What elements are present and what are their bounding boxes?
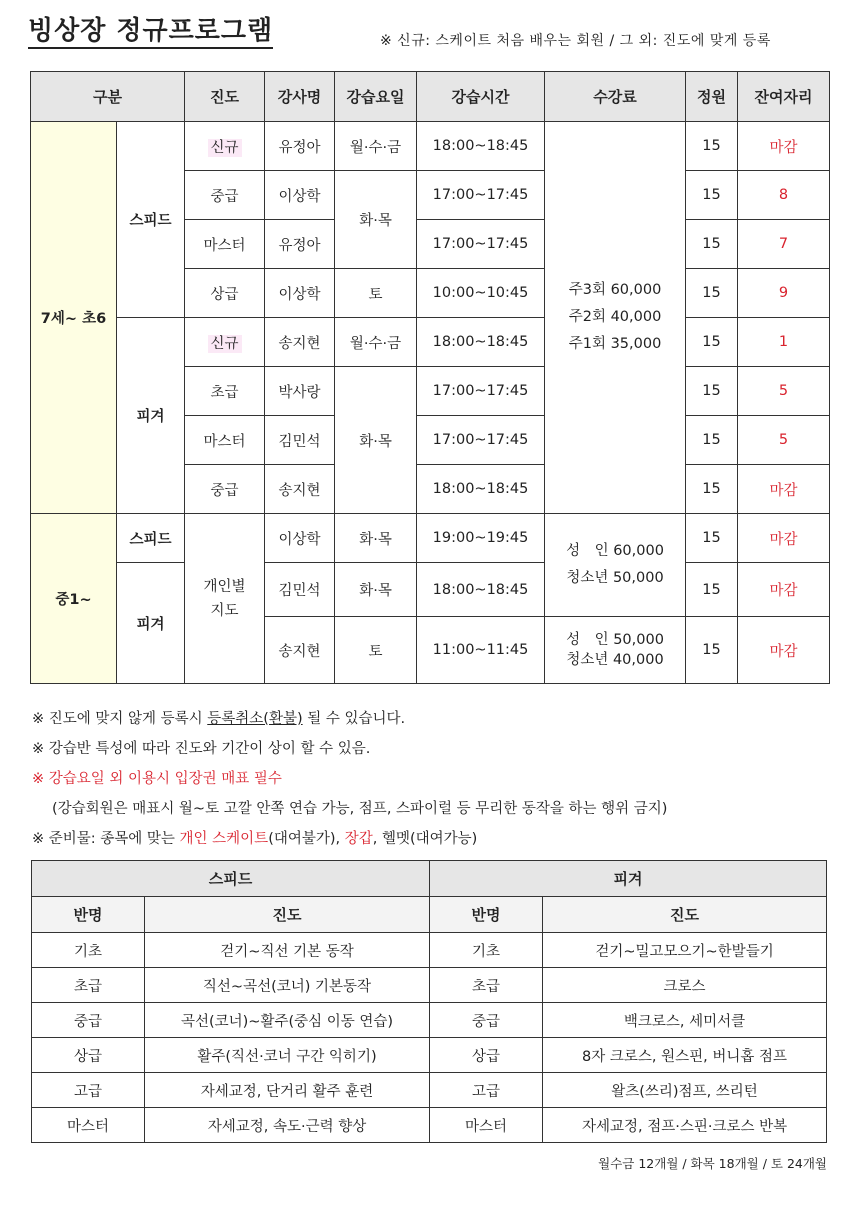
table-row — [31, 563, 830, 617]
instructor-cell: 송지현 — [265, 318, 335, 367]
days-cell: 화·목 — [335, 514, 417, 563]
level-cell-individual — [185, 514, 265, 684]
instructor-cell: 유정아 — [265, 122, 335, 171]
speed-progress-cell: 자세교정, 단거리 활주 훈련 — [145, 1073, 430, 1108]
speed-progress-cell: 자세교정, 속도·근력 향상 — [145, 1108, 430, 1143]
table-row — [31, 318, 830, 367]
header-days: 강습요일 — [335, 72, 417, 122]
program-header-row — [32, 897, 827, 933]
time-cell: 18:00~18:45 — [417, 318, 545, 367]
header-category: 구분 — [31, 72, 185, 122]
days-cell: 토 — [335, 617, 417, 684]
age-group-child: 7세~ 초6 — [31, 122, 117, 514]
schedule-header-row — [31, 72, 830, 122]
note-practice: (강습회원은 매표시 월~토 고깔 안쪽 연습 가능, 점프, 스파이럴 등 무리한 동작을 하는 행위 금지) — [52, 801, 668, 817]
time-cell: 17:00~17:45 — [417, 416, 545, 465]
instructor-cell: 박사랑 — [265, 367, 335, 416]
age-group-teen: 중1~ — [31, 514, 117, 684]
note-red: 장갑 — [344, 831, 373, 847]
remaining-cell: 1 — [738, 318, 830, 367]
note-period: ※ 강습반 특성에 따라 진도와 기간이 상이 할 수 있음. — [32, 741, 371, 757]
header-class: 반명 — [430, 897, 543, 933]
speed-progress-cell: 활주(직선·코너 구간 익히기) — [145, 1038, 430, 1073]
remaining-cell: 마감 — [738, 617, 830, 684]
instructor-cell: 김민석 — [265, 563, 335, 617]
figure-progress-cell: 백크로스, 세미서클 — [543, 1003, 827, 1038]
time-cell: 18:00~18:45 — [417, 122, 545, 171]
table-row — [32, 1108, 827, 1143]
time-cell: 10:00~10:45 — [417, 269, 545, 318]
speed-progress-cell: 곡선(코너)~활주(중심 이동 연습) — [145, 1003, 430, 1038]
time-cell: 19:00~19:45 — [417, 514, 545, 563]
schedule-table — [30, 71, 830, 684]
fee-cell-teen — [545, 514, 686, 617]
class-cell: 기초 — [32, 933, 145, 968]
capacity-cell: 15 — [686, 220, 738, 269]
class-cell: 상급 — [32, 1038, 145, 1073]
level-cell — [185, 122, 265, 171]
remaining-cell: 마감 — [738, 122, 830, 171]
header-time: 강습시간 — [417, 72, 545, 122]
figure-progress-cell: 걷기~밀고모으기~한발들기 — [543, 933, 827, 968]
fee-line: 청소년 40,000 — [566, 652, 664, 668]
header-class: 반명 — [32, 897, 145, 933]
level-cell: 초급 — [185, 367, 265, 416]
capacity-cell: 15 — [686, 269, 738, 318]
category-speed: 스피드 — [117, 122, 185, 318]
note-text: (대여불가), — [268, 831, 345, 847]
fee-line: 청소년 50,000 — [566, 570, 664, 586]
program-title-row — [32, 861, 827, 897]
header-remaining: 잔여자리 — [738, 72, 830, 122]
category-figure: 피겨 — [117, 563, 185, 684]
speed-progress-cell: 직선~곡선(코너) 기본동작 — [145, 968, 430, 1003]
time-cell: 17:00~17:45 — [417, 171, 545, 220]
capacity-cell: 15 — [686, 416, 738, 465]
program-table — [31, 860, 827, 1143]
category-figure: 피겨 — [117, 318, 185, 514]
class-cell: 중급 — [32, 1003, 145, 1038]
remaining-cell: 5 — [738, 367, 830, 416]
note-ticket: ※ 강습요일 외 이용시 입장권 매표 필수 — [32, 771, 282, 787]
table-row — [32, 933, 827, 968]
remaining-cell: 5 — [738, 416, 830, 465]
individual-level-label: 개인별 지도 — [203, 578, 246, 619]
remaining-cell: 마감 — [738, 563, 830, 617]
class-cell: 초급 — [430, 968, 543, 1003]
capacity-cell: 15 — [686, 367, 738, 416]
capacity-cell: 15 — [686, 514, 738, 563]
note-underlined: 등록취소(환불) — [207, 711, 303, 727]
capacity-cell: 15 — [686, 171, 738, 220]
header-level: 진도 — [185, 72, 265, 122]
note-text: ※ 준비물: 종목에 맞는 — [32, 831, 180, 847]
capacity-cell: 15 — [686, 465, 738, 514]
capacity-cell: 15 — [686, 318, 738, 367]
fee-cell-teen-sat — [545, 617, 686, 684]
class-cell: 상급 — [430, 1038, 543, 1073]
figure-progress-cell: 8자 크로스, 원스핀, 버니홉 점프 — [543, 1038, 827, 1073]
instructor-cell: 유정아 — [265, 220, 335, 269]
note-text: ※ 진도에 맞지 않게 등록시 — [32, 711, 208, 727]
class-cell: 마스터 — [32, 1108, 145, 1143]
level-cell: 상급 — [185, 269, 265, 318]
class-cell: 고급 — [430, 1073, 543, 1108]
time-cell: 18:00~18:45 — [417, 563, 545, 617]
figure-progress-cell: 자세교정, 점프·스핀·크로스 반복 — [543, 1108, 827, 1143]
days-cell: 월·수·금 — [335, 122, 417, 171]
remaining-cell: 9 — [738, 269, 830, 318]
note-text: 될 수 있습니다. — [302, 711, 406, 727]
fee-line: 주1회 35,000 — [568, 336, 662, 352]
instructor-cell: 김민석 — [265, 416, 335, 465]
category-speed: 스피드 — [117, 514, 185, 563]
fee-line: 성 인 60,000 — [566, 543, 664, 559]
header-capacity: 정원 — [686, 72, 738, 122]
instructor-cell: 이상학 — [265, 514, 335, 563]
class-cell: 초급 — [32, 968, 145, 1003]
notes-section — [32, 704, 832, 854]
fee-line: 성 인 50,000 — [566, 632, 664, 648]
time-cell: 18:00~18:45 — [417, 465, 545, 514]
class-cell: 고급 — [32, 1073, 145, 1108]
class-cell: 중급 — [430, 1003, 543, 1038]
days-cell: 화·목 — [335, 563, 417, 617]
days-cell: 월·수·금 — [335, 318, 417, 367]
days-cell: 화·목 — [335, 367, 417, 514]
speed-progress-cell: 걷기~직선 기본 동작 — [145, 933, 430, 968]
instructor-cell: 송지현 — [265, 465, 335, 514]
note-supplies — [32, 824, 832, 854]
figure-title: 피겨 — [430, 861, 827, 897]
days-cell: 토 — [335, 269, 417, 318]
page-title: 빙상장 정규프로그램 — [28, 16, 273, 49]
header-progress: 진도 — [543, 897, 827, 933]
table-row — [31, 514, 830, 563]
time-cell: 17:00~17:45 — [417, 220, 545, 269]
period-footer: 월수금 12개월 / 화목 18개월 / 토 24개월 — [598, 1156, 827, 1171]
capacity-cell: 15 — [686, 122, 738, 171]
level-cell: 마스터 — [185, 220, 265, 269]
level-cell — [185, 318, 265, 367]
note-refund — [32, 704, 832, 734]
instructor-cell: 이상학 — [265, 171, 335, 220]
fee-cell-child — [545, 122, 686, 514]
capacity-cell: 15 — [686, 563, 738, 617]
level-cell: 중급 — [185, 465, 265, 514]
instructor-cell: 송지현 — [265, 617, 335, 684]
fee-line: 주3회 60,000 — [568, 282, 662, 298]
new-level-label: 신규 — [208, 335, 242, 353]
new-member-note: ※ 신규: 스케이트 처음 배우는 회원 / 그 외: 진도에 맞게 등록 — [380, 33, 771, 49]
remaining-cell: 8 — [738, 171, 830, 220]
table-row — [32, 1003, 827, 1038]
new-level-label: 신규 — [208, 139, 242, 157]
level-cell: 중급 — [185, 171, 265, 220]
header-instructor: 강사명 — [265, 72, 335, 122]
note-text: , 헬멧(대여가능) — [372, 831, 478, 847]
note-red: 개인 스케이트 — [179, 831, 269, 847]
time-cell: 11:00~11:45 — [417, 617, 545, 684]
speed-title: 스피드 — [32, 861, 430, 897]
header-fee: 수강료 — [545, 72, 686, 122]
class-cell: 마스터 — [430, 1108, 543, 1143]
level-cell: 마스터 — [185, 416, 265, 465]
header-progress: 진도 — [145, 897, 430, 933]
table-row — [31, 122, 830, 171]
figure-progress-cell: 크로스 — [543, 968, 827, 1003]
time-cell: 17:00~17:45 — [417, 367, 545, 416]
capacity-cell: 15 — [686, 617, 738, 684]
remaining-cell: 마감 — [738, 465, 830, 514]
remaining-cell: 7 — [738, 220, 830, 269]
fee-line: 주2회 40,000 — [568, 309, 662, 325]
table-row — [32, 1038, 827, 1073]
days-cell: 화·목 — [335, 171, 417, 269]
instructor-cell: 이상학 — [265, 269, 335, 318]
figure-progress-cell: 왈츠(쓰리)점프, 쓰리턴 — [543, 1073, 827, 1108]
table-row — [32, 1073, 827, 1108]
remaining-cell: 마감 — [738, 514, 830, 563]
table-row — [32, 968, 827, 1003]
class-cell: 기초 — [430, 933, 543, 968]
